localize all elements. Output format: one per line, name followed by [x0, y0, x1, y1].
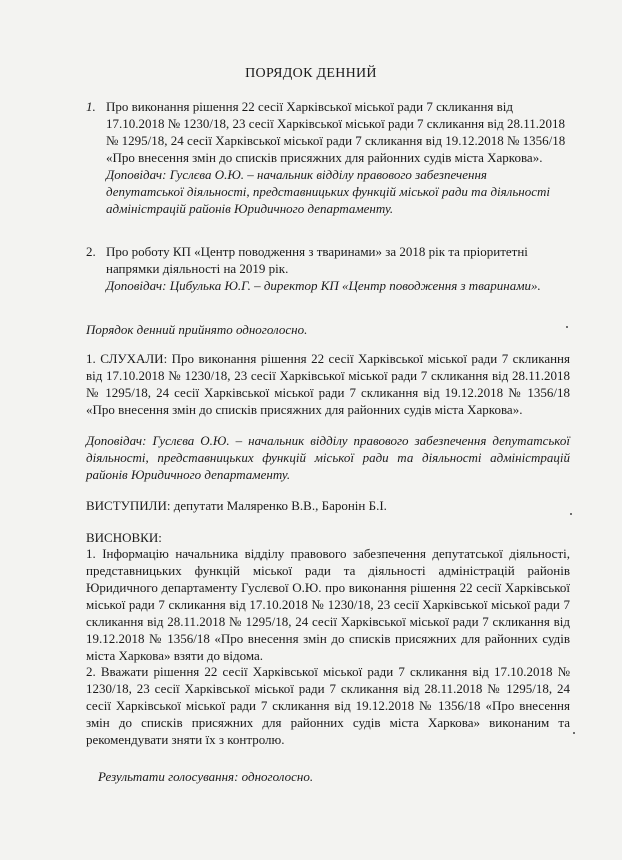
scan-speck: [566, 326, 568, 328]
spoke-section: ВИСТУПИЛИ: депутати Маляренко В.В., Баронін Б.І.: [86, 498, 387, 513]
scan-speck: [570, 513, 572, 515]
agenda-item-2: [86, 243, 566, 294]
agenda-item-text: Про роботу КП «Центр поводження з тваринами» за 2018 рік та пріоритетні напрямки діяльності на 2019 рік.: [106, 244, 528, 276]
agenda-item-number: 2.: [86, 244, 96, 259]
page-title: ПОРЯДОК ДЕННИЙ: [245, 66, 377, 81]
heard-section: 1. СЛУХАЛИ: Про виконання рішення 22 сесії Харківської міської ради 7 скликання від 17.10.2018 № 1230/18, 23 сесії Харківської міської ради 7 скликання від 28.11.2018 № 1295/18, 24 сесії Харківської міської ради 7 скликання від 19.12.2018 № 1356/18 «Про внесення змін до списків присяжних для районних судів міста Харкова».: [86, 351, 570, 417]
agenda-item-number: 1.: [86, 99, 96, 114]
agenda-item-reporter: Доповідач: Цибулька Ю.Г. – директор КП «Центр поводження з тваринами».: [106, 278, 541, 293]
conclusion-2: 2. Вважати рішення 22 сесії Харківської міської ради 7 скликання від 17.10.2018 № 1230/18, 23 сесії Харківської міської ради 7 скликання від 28.11.2018 № 1295/18, 24 сесії Харківської міської ради 7 скликання від 19.12.2018 № 1356/18 «Про внесення змін до списків присяжних для районних судів міста Харкова» виконаним та рекомендувати зняти їх з контролю.: [86, 664, 570, 747]
heard-reporter: Доповідач: Гуслєва О.Ю. – начальник відділу правового забезпечення депутатської діяльності, представницьких функцій міської ради та діяльності адміністрацій районів Юридичного департаменту.: [86, 433, 570, 482]
agenda-item-text: Про виконання рішення 22 сесії Харківської міської ради 7 скликання від 17.10.2018 № 1230/18, 23 сесії Харківської міської ради 7 скликання від 28.11.2018 № 1295/18, 24 сесії Харківської міської ради 7 скликання від 19.12.2018 № 1356/18 «Про внесення змін до списків присяжних для районних судів міста Харкова».: [106, 99, 566, 165]
agenda-item-1: [86, 98, 566, 217]
conclusions-heading: ВИСНОВКИ:: [86, 530, 162, 545]
agenda-adopted-note: Порядок денний прийнято одноголосно.: [86, 322, 308, 337]
scan-speck: [573, 732, 575, 734]
voting-result: Результати голосування: одноголосно.: [98, 769, 314, 784]
conclusion-1: 1. Інформацію начальника відділу правового забезпечення депутатської діяльності, представницьких функцій міської ради та діяльності адміністрацій районів Юридичного департаменту Гуслєвої О.Ю. про виконання рішення 22 сесії Харківської міської ради 7 скликання від 17.10.2018 № 1230/18, 23 сесії Харківської міської ради 7 скликання від 28.11.2018 № 1295/18, 24 сесії Харківської міської ради 7 скликання від 19.12.2018 № 1356/18 «Про внесення змін до списків присяжних для районних судів міста Харкова» взяти до відома.: [86, 546, 570, 663]
agenda-item-reporter: Доповідач: Гуслєва О.Ю. – начальник відділу правового забезпечення депутатської діяльності, представницьких функцій міської ради та діяльності адміністрацій районів Юридичного департаменту.: [106, 167, 550, 216]
